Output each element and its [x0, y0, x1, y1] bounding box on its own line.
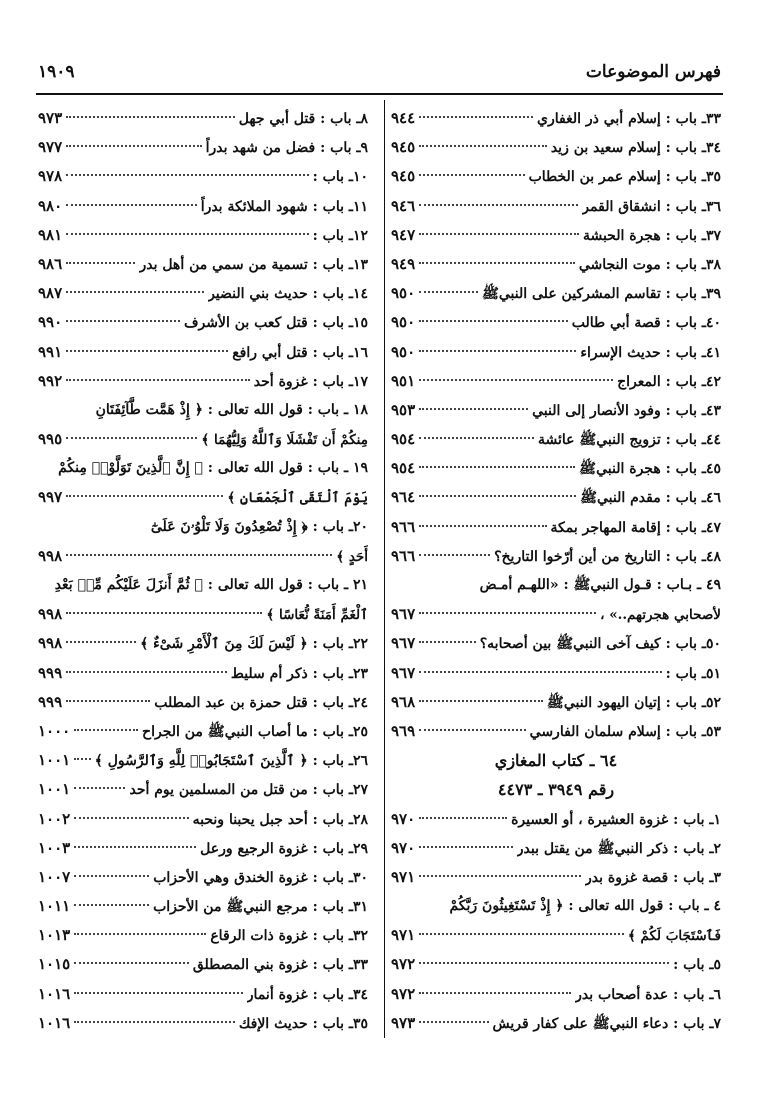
entry-page-number: ١٠٠٠ — [38, 721, 71, 740]
section-heading: رقم ٣٩٤٩ ـ ٤٤٧٣ — [497, 780, 615, 800]
entry-title: ٢٦ـ باب : ﴿ ٱلَّذِينَ ٱسْتَجَابُوا۟ لِلَّهِ وَٱلرَّسُولِ ﴾ — [94, 753, 368, 770]
index-entry — [391, 980, 721, 1009]
entry-page-number: ٩٧١ — [391, 926, 416, 945]
entry-page-number: ٩٤٥ — [391, 138, 416, 157]
dot-leader — [74, 875, 149, 877]
dot-leader — [66, 495, 223, 497]
dot-leader — [66, 174, 308, 176]
entry-title: ٣٦ـ باب : انشقاق القمر — [582, 198, 721, 215]
index-entry — [391, 629, 721, 658]
entry-page-number: ٩٩١ — [38, 342, 63, 361]
entry-title: ١٧ـ باب : غزوة أحد — [253, 373, 368, 390]
dot-leader — [419, 204, 578, 206]
dot-leader — [66, 116, 235, 118]
dot-leader — [74, 758, 90, 760]
entry-title: لأصحابي هجرتهم..» ، — [600, 607, 721, 624]
entry-page-number: ١٠١٥ — [38, 955, 71, 974]
entry-title: ١٥ـ باب : قتل كعب بن الأشرف — [184, 315, 368, 332]
index-entry — [391, 717, 721, 746]
entry-title: ١٢ـ باب : — [312, 227, 368, 244]
entry-page-number: ٩٦٤ — [391, 488, 416, 507]
index-entry — [38, 688, 368, 717]
entry-title: ٢ـ باب : ذكر النبيﷺ من يقتل ببدر — [516, 840, 721, 857]
dot-leader — [419, 320, 568, 322]
entry-title: ٣٤ـ باب : غزوة أنمار — [246, 986, 368, 1003]
dot-leader — [66, 437, 197, 439]
entry-title: ٥ـ باب : — [673, 957, 721, 974]
dot-leader — [66, 612, 262, 614]
dot-leader — [66, 671, 227, 673]
index-entry — [391, 162, 721, 191]
index-entry-continuation — [391, 921, 721, 950]
entry-page-number: ٩٦٩ — [391, 721, 416, 740]
entry-title: يَوْمَ ٱلْتَقَى ٱلْجَمْعَانِ ﴾ — [227, 490, 368, 507]
entry-title: ٩ـ باب : فضل من شهد بدراً — [205, 140, 368, 157]
dot-leader — [419, 817, 507, 819]
entry-title: ٤٣ـ باب : وفود الأنصار إلى النبي — [532, 402, 721, 419]
entry-page-number: ٩٥٠ — [391, 342, 416, 361]
entry-title: ٣ـ باب : قصة غزوة بدر — [585, 869, 721, 886]
dot-leader — [66, 350, 228, 352]
page-header — [38, 62, 721, 90]
entry-page-number: ١٠١٣ — [38, 926, 71, 945]
entry-page-number: ٩٨١ — [38, 225, 63, 244]
entry-page-number: ٩٧١ — [391, 867, 416, 886]
header-rule — [36, 93, 723, 95]
index-entry — [391, 542, 721, 571]
entry-title: ١٣ـ باب : تسمية من سمي من أهل بدر — [139, 256, 368, 273]
entry-title: ٢٧ـ باب : من قتل من المسلمين يوم أحد — [129, 782, 368, 799]
index-entry — [391, 892, 721, 921]
index-entry — [38, 192, 368, 221]
entry-page-number: ١٠٠١ — [38, 751, 71, 770]
entry-page-number: ١٠١٦ — [38, 984, 71, 1003]
entry-title: أَحَدٍ ﴾ — [336, 548, 368, 565]
dot-leader — [74, 992, 243, 994]
index-entry — [391, 250, 721, 279]
dot-leader — [66, 379, 250, 381]
entry-title: فَٱسْتَجَابَ لَكُمْ ﴾ — [627, 928, 721, 945]
entry-title: ٤٧ـ باب : إقامة المهاجر بمكة — [550, 519, 721, 536]
dot-leader — [419, 875, 581, 877]
index-entry-continuation — [38, 600, 368, 629]
index-entry — [391, 483, 721, 512]
entry-page-number: ٩٥٣ — [391, 400, 416, 419]
index-entry — [38, 221, 368, 250]
entry-title: ٣٥ـ باب : إسلام عمر بن الخطاب — [528, 169, 721, 186]
index-entry — [391, 308, 721, 337]
entry-page-number: ٩٦٧ — [391, 605, 416, 624]
dot-leader — [419, 350, 576, 352]
page-number: ١٩٠٩ — [38, 62, 75, 82]
entry-title: ٤٩ ـ بـاب : قـول النبيﷺ : «اللهـم أمـض — [479, 577, 721, 593]
dot-leader — [66, 320, 180, 322]
index-entry — [38, 892, 368, 921]
index-entry — [38, 863, 368, 892]
dot-leader — [419, 233, 579, 235]
entry-title: ٤١ـ باب : حديث الإسراء — [580, 344, 721, 361]
entry-page-number: ٩٤٦ — [391, 196, 416, 215]
dot-leader — [419, 408, 528, 410]
index-entry — [391, 659, 721, 688]
index-entry — [391, 425, 721, 454]
index-entry — [391, 279, 721, 308]
entry-title: ٥٢ـ باب : إتيان اليهود النبيﷺ — [546, 694, 721, 711]
entry-title: ١٨ ـ باب : قول الله تعالى : ﴿ إِذْ هَمَّت طَّآئِفَتَانِ — [95, 401, 368, 418]
dot-leader — [419, 525, 546, 527]
left-column — [38, 104, 368, 1038]
index-entry — [391, 688, 721, 717]
index-entry — [391, 805, 721, 834]
index-entry-continuation — [38, 542, 368, 571]
index-entry — [38, 571, 368, 600]
entry-title: ٢٥ـ باب : ما أصاب النبيﷺ من الجراح — [142, 723, 368, 740]
index-entry — [38, 250, 368, 279]
entry-title: ١٠ـ باب : — [312, 169, 368, 186]
entry-title: ٤ ـ باب : قول الله تعالى : ﴿ إِذْ تَسْتَغِيثُونَ رَبَّكُمْ — [449, 898, 721, 915]
dot-leader — [419, 554, 490, 556]
dot-leader — [419, 846, 513, 848]
entry-title: ٣٩ـ باب : تقاسم المشركين على النبيﷺ — [481, 286, 721, 303]
entry-page-number: ٩٩٩ — [38, 692, 63, 711]
entry-title: ٨ـ باب : قتل أبي جهل — [238, 111, 368, 127]
entry-title: ١١ـ باب : شهود الملائكة بدراً — [200, 198, 368, 215]
index-entry-continuation — [391, 600, 721, 629]
dot-leader — [419, 933, 624, 935]
dot-leader — [419, 612, 596, 614]
entry-page-number: ٩٧٠ — [391, 838, 416, 857]
entry-page-number: ٩٩٥ — [38, 430, 63, 449]
entry-page-number: ٩٦٧ — [391, 634, 416, 653]
index-entry — [391, 513, 721, 542]
entry-page-number: ٩٩٠ — [38, 313, 63, 332]
index-entry — [391, 367, 721, 396]
entry-page-number: ٩٦٦ — [391, 546, 416, 565]
entry-page-number: ٩٧٧ — [38, 138, 63, 157]
entry-page-number: ٩٧٢ — [391, 984, 416, 1003]
dot-leader — [66, 700, 150, 702]
dot-leader — [419, 962, 669, 964]
index-entry — [391, 834, 721, 863]
entry-page-number: ١٠٠٢ — [38, 809, 71, 828]
entry-title: ٢٢ـ باب : ﴿ لَيْسَ لَكَ مِنَ ٱلْأَمْرِ شَىْءٌ ﴾ — [140, 636, 368, 653]
entry-page-number: ٩٧٨ — [38, 167, 63, 186]
index-entry — [38, 162, 368, 191]
index-entry — [38, 629, 368, 658]
entry-title: ٤٨ـ باب : التاريخ من أين أرّخوا التاريخ؟ — [494, 548, 721, 565]
right-column — [391, 104, 721, 1038]
entry-title: ٢٨ـ باب : أحد جبل يحبنا ونحبه — [192, 811, 368, 828]
entry-title: ٥١ـ باب : — [665, 665, 721, 682]
dot-leader — [66, 641, 136, 643]
dot-leader — [66, 291, 204, 293]
index-entry — [38, 396, 368, 425]
dot-leader — [74, 817, 188, 819]
entry-page-number: ٩٩٧ — [38, 488, 63, 507]
entry-title: ٣٣ـ باب : إسلام أبي ذر الغفاري — [537, 111, 721, 127]
entry-page-number: ٩٤٤ — [391, 109, 416, 127]
entry-page-number: ٩٧٣ — [38, 109, 63, 127]
entry-title: ٢٤ـ باب : قتل حمزة بن عبد المطلب — [154, 694, 368, 711]
entry-page-number: ٩٩٨ — [38, 605, 63, 624]
dot-leader — [66, 204, 197, 206]
index-entry — [38, 513, 368, 542]
entry-title: ٢٣ـ باب : ذكر أم سليط — [230, 665, 368, 682]
dot-leader — [419, 729, 525, 731]
dot-leader — [419, 145, 547, 147]
entry-page-number: ١٠١١ — [38, 897, 71, 916]
index-entry — [38, 367, 368, 396]
entry-page-number: ٩٦٧ — [391, 663, 416, 682]
entry-title: ٥٠ـ باب : كيف آخى النبيﷺ بين أصحابه؟ — [479, 636, 721, 653]
dot-leader — [419, 466, 575, 468]
dot-leader — [74, 846, 196, 848]
index-entry — [391, 133, 721, 162]
entry-title: ١ـ باب : غزوة العشيرة ، أو العسيرة — [511, 811, 721, 828]
entry-page-number: ١٠٠٧ — [38, 867, 71, 886]
entry-title: ٦ـ باب : عدة أصحاب بدر — [575, 986, 721, 1003]
dot-leader — [66, 233, 308, 235]
entry-title: ٣٣ـ باب : غزوة بني المصطلق — [192, 957, 368, 974]
entry-page-number: ٩٧٣ — [391, 1013, 416, 1032]
entry-title: ٱلْغَمِّ أَمَنَةً نُّعَاسًا ﴾ — [266, 607, 368, 624]
entry-title: ٤٢ـ باب : المعراج — [617, 373, 721, 390]
dot-leader — [419, 671, 661, 673]
dot-leader — [419, 495, 576, 497]
dot-leader — [419, 291, 478, 293]
entry-title: ٤٤ـ باب : تزويج النبيﷺ عائشة — [537, 432, 721, 449]
index-entry — [391, 1009, 721, 1038]
dot-leader — [419, 992, 571, 994]
dot-leader — [66, 145, 201, 147]
section-heading: ٦٤ ـ كتاب المغازي — [494, 751, 618, 771]
entry-page-number: ٩٤٩ — [391, 254, 416, 273]
entry-page-number: ٩٨٦ — [38, 254, 63, 273]
entry-title: ١٤ـ باب : حديث بني النضير — [208, 286, 368, 303]
entry-title: ٣٨ـ باب : موت النجاشي — [578, 256, 721, 273]
dot-leader — [419, 641, 476, 643]
entry-title: ٣٥ـ باب : حديث الإفك — [238, 1015, 368, 1032]
index-entry — [38, 104, 368, 133]
entry-page-number: ٩٤٥ — [391, 167, 416, 186]
index-entry — [38, 805, 368, 834]
entry-title: ٥٣ـ باب : إسلام سلمان الفارسي — [529, 723, 721, 740]
index-entry — [38, 950, 368, 979]
entry-page-number: ١٠٠٣ — [38, 838, 71, 857]
index-entry-continuation — [38, 425, 368, 454]
entry-page-number: ٩٥١ — [391, 371, 416, 390]
entry-page-number: ٩٩٩ — [38, 663, 63, 682]
entry-title: ١٦ـ باب : قتل أبي رافع — [232, 344, 368, 361]
entry-page-number: ٩٩٨ — [38, 546, 63, 565]
index-entry — [38, 746, 368, 775]
entry-page-number: ١٠١٦ — [38, 1013, 71, 1032]
column-divider — [384, 100, 385, 1038]
index-entry — [391, 571, 721, 600]
index-entry — [38, 1009, 368, 1038]
index-entry — [391, 104, 721, 133]
dot-leader — [419, 116, 533, 118]
entry-page-number: ٩٤٧ — [391, 225, 416, 244]
entry-page-number: ٩٥٠ — [391, 313, 416, 332]
entry-title: ٢١ ـ باب : قول الله تعالى : ﴿ ثُمَّ أَنزَلَ عَلَيْكُم مِّنۢ بَعْدِ — [54, 577, 368, 593]
dot-leader — [419, 262, 575, 264]
dot-leader — [419, 700, 543, 702]
page-title: فهرس الموضوعات — [585, 62, 721, 82]
entry-page-number: ٩٦٦ — [391, 517, 416, 536]
entry-title: ٤٠ـ باب : قصة أبي طالب — [571, 315, 721, 332]
dot-leader — [74, 904, 149, 906]
entry-title: ٣٠ـ باب : غزوة الخندق وهي الأحزاب — [153, 869, 368, 886]
entry-title: ٣١ـ باب : مرجع النبيﷺ من الأحزاب — [153, 899, 368, 916]
entry-page-number: ٩٨٧ — [38, 284, 63, 303]
index-entry — [38, 279, 368, 308]
index-entry — [391, 454, 721, 483]
dot-leader — [66, 262, 135, 264]
index-entry — [38, 921, 368, 950]
entry-title: ٢٩ـ باب : غزوة الرجيع ورعل — [200, 840, 368, 857]
index-entry — [38, 834, 368, 863]
entry-page-number: ٩٧٠ — [391, 809, 416, 828]
entry-page-number: ٩٦٨ — [391, 692, 416, 711]
entry-page-number: ٩٨٠ — [38, 196, 63, 215]
entry-title: ٣٤ـ باب : إسلام سعيد بن زيد — [550, 140, 721, 157]
entry-title: ٤٥ـ باب : هجرة النبيﷺ — [579, 461, 721, 478]
index-entry-continuation — [38, 483, 368, 512]
index-entry — [391, 221, 721, 250]
dot-leader — [419, 437, 534, 439]
entry-title: ٧ـ باب : دعاء النبيﷺ على كفار قريش — [492, 1015, 721, 1032]
index-entry — [38, 980, 368, 1009]
entry-title: مِنكُمْ أَن تَفْشَلَا وَٱللَّهُ وَلِيُّهُمَا ﴾ — [201, 432, 368, 449]
index-entry — [391, 338, 721, 367]
entry-title: ٤٦ـ باب : مقدم النبيﷺ — [580, 490, 721, 507]
index-entry — [38, 659, 368, 688]
index-entry — [38, 308, 368, 337]
entry-page-number: ٩٩٢ — [38, 371, 63, 390]
entry-title: ٣٢ـ باب : غزوة ذات الرقاع — [210, 928, 368, 945]
entry-page-number: ٩٩٨ — [38, 634, 63, 653]
dot-leader — [74, 962, 189, 964]
entry-page-number: ٩٧٢ — [391, 955, 416, 974]
index-entry — [38, 775, 368, 804]
dot-leader — [66, 554, 332, 556]
dot-leader — [74, 729, 138, 731]
entry-title: ٣٧ـ باب : هجرة الحبشة — [582, 227, 721, 244]
dot-leader — [419, 174, 524, 176]
dot-leader — [419, 379, 613, 381]
entry-page-number: ٩٥٠ — [391, 284, 416, 303]
index-entry — [38, 717, 368, 746]
entry-title: ١٩ ـ باب : قول الله تعالى : ﴿ إِنَّ ٱلَّذِينَ تَوَلَّوْا۟ مِنكُمْ — [58, 460, 368, 477]
index-entry — [391, 863, 721, 892]
dot-leader — [74, 933, 206, 935]
entry-page-number: ٩٥٤ — [391, 430, 416, 449]
dot-leader — [74, 1021, 235, 1023]
index-entry — [38, 338, 368, 367]
entry-page-number: ١٠٠١ — [38, 780, 71, 799]
entry-page-number: ٩٥٤ — [391, 459, 416, 478]
index-entry — [391, 396, 721, 425]
dot-leader — [74, 787, 125, 789]
entry-title: ٢٠ـ باب : ﴿ إِذْ تُصْعِدُونَ وَلَا تَلْوُۥنَ عَلَىٰٓ — [150, 518, 368, 535]
index-entry — [391, 192, 721, 221]
index-entry — [38, 454, 368, 483]
index-entry — [391, 950, 721, 979]
index-entry — [38, 133, 368, 162]
dot-leader — [419, 1021, 488, 1023]
